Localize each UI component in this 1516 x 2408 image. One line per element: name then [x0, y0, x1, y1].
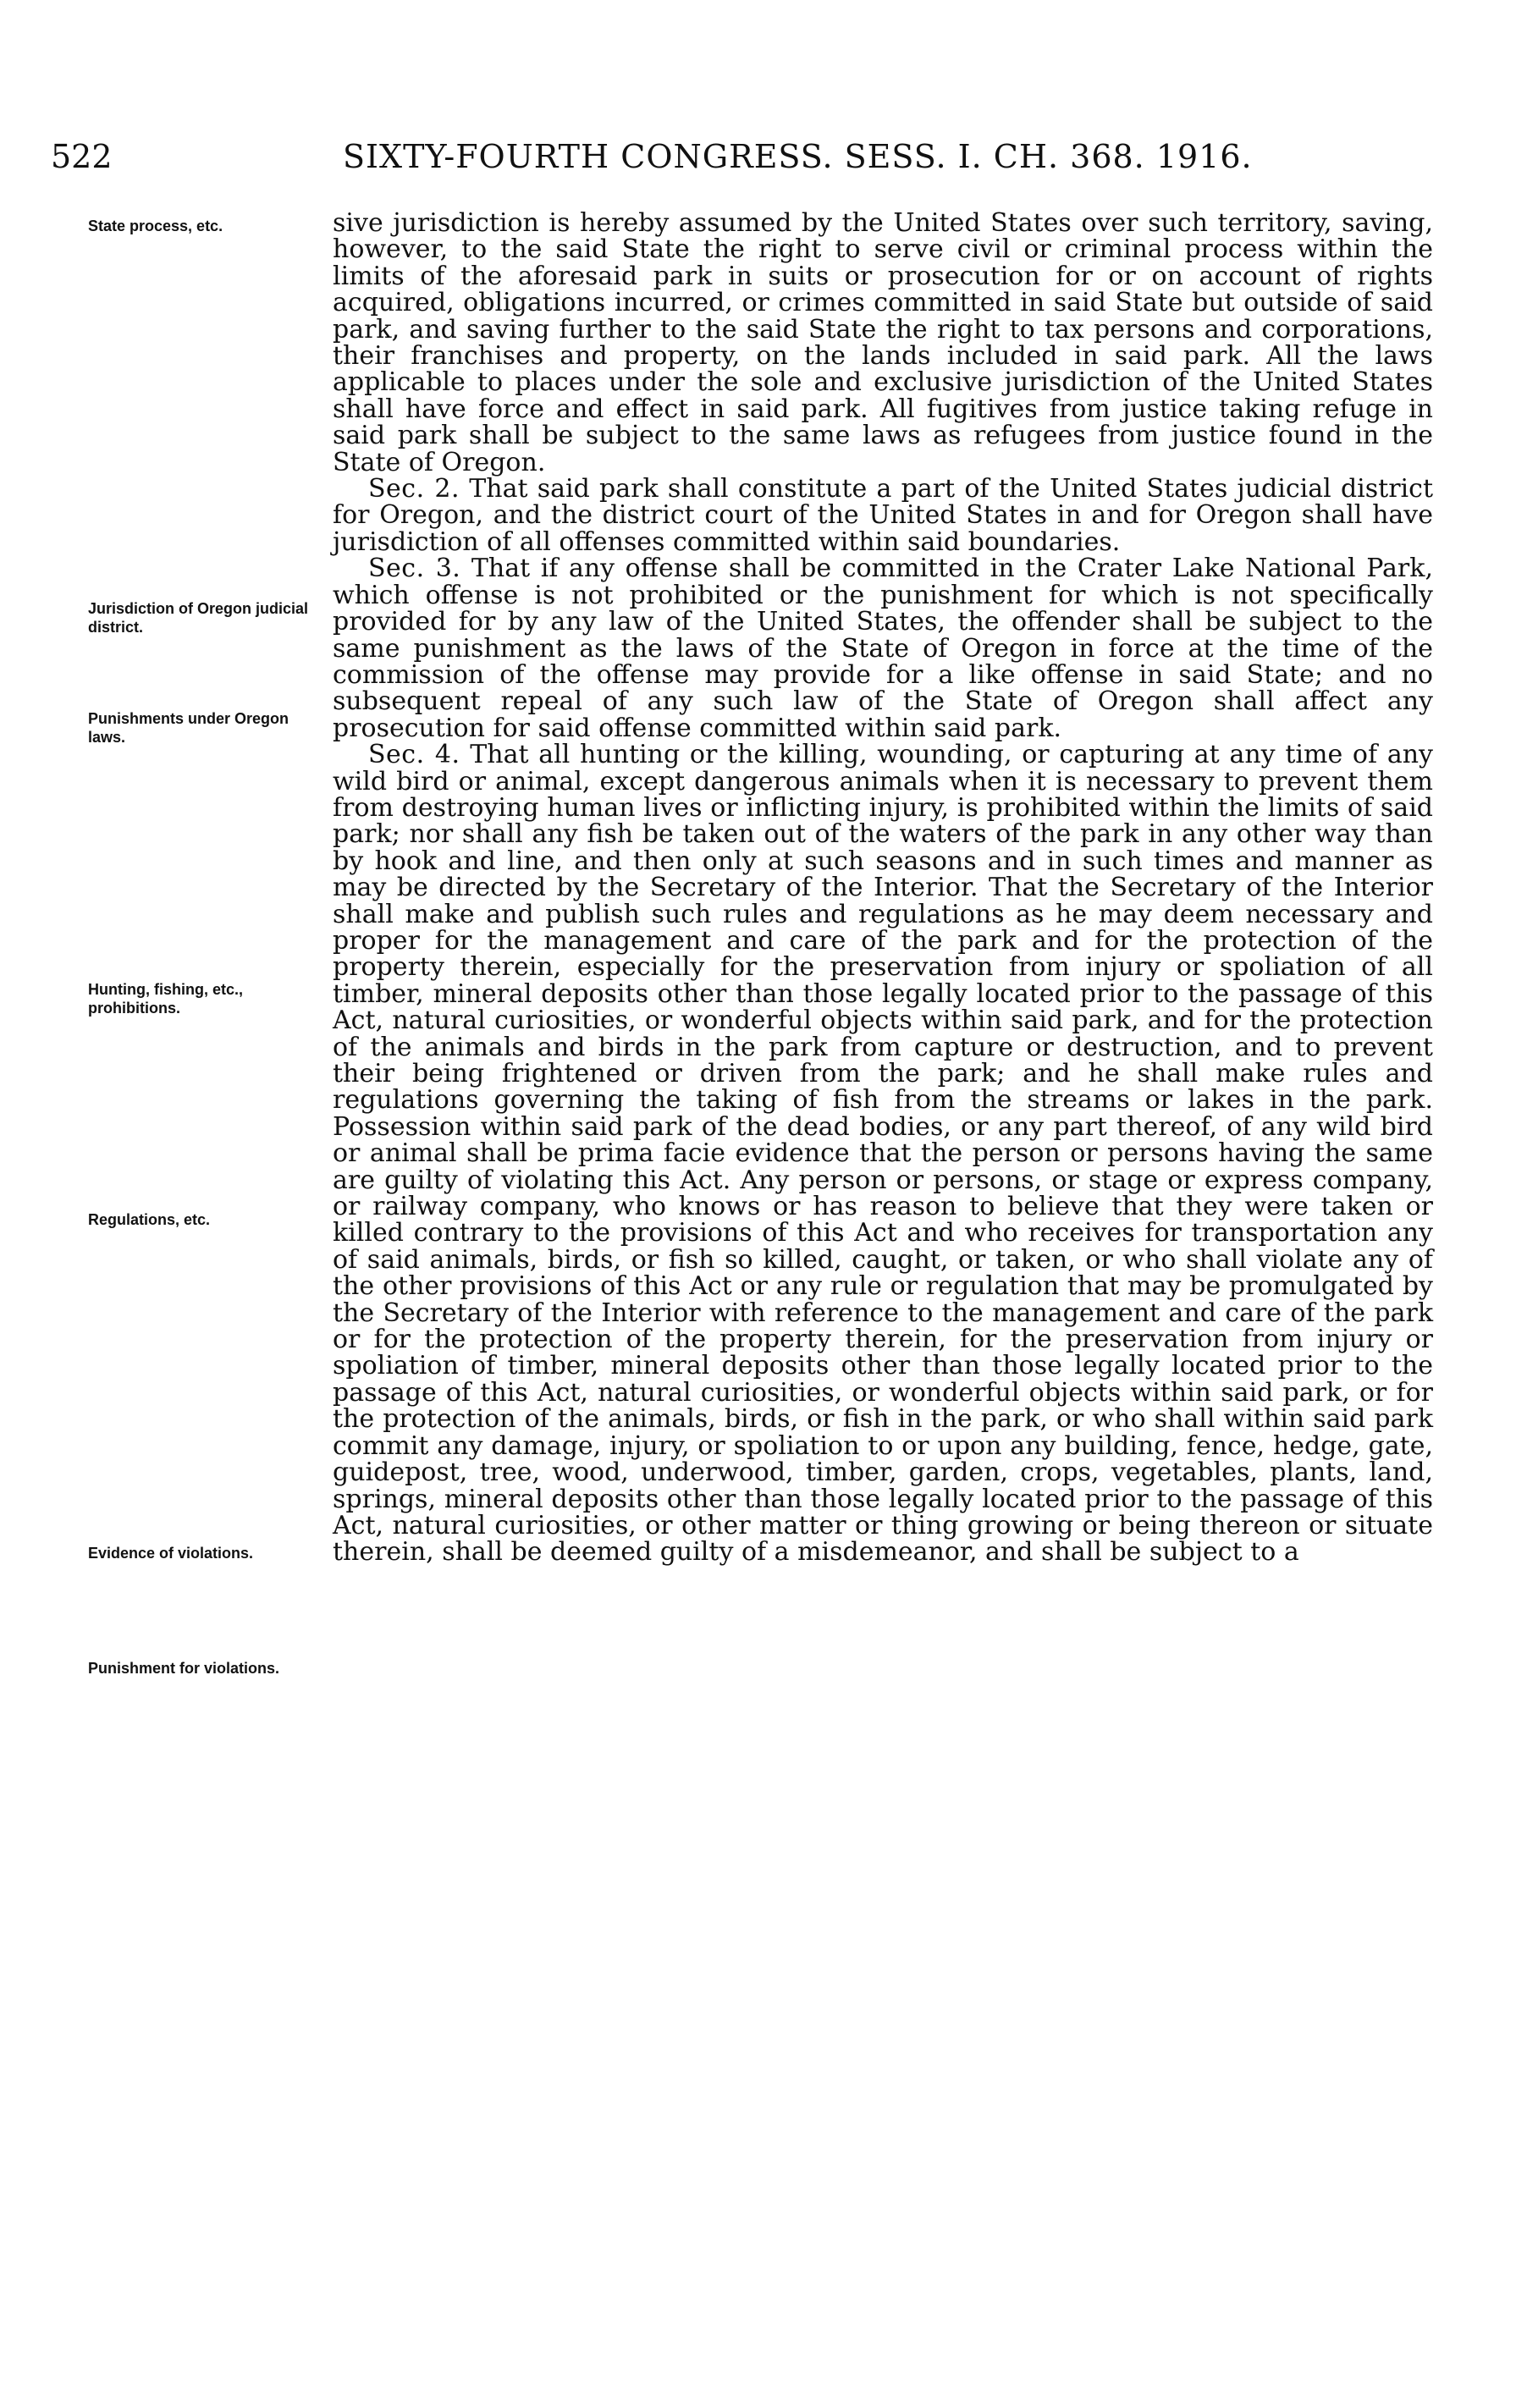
page-header	[51, 135, 1405, 178]
section-label-sec-3: Sec. 3.	[368, 554, 461, 584]
paragraph-sec-1-continued: sive jurisdiction is hereby assumed by the United States over such territory, saving, however, to the said State the right to serve civil or criminal process within the limits of the aforesaid park in suits or prosecution for or on account of rights acquired, obligations incurred, or crimes committed in said State but outside of said park, and saving further to the said State the right to tax persons and corporations, their franchises and property, on the lands included in said park. All the laws applicable to places under the sole and exclusive jurisdiction of the United States shall have force and effect in said park. All fugitives from justice taking refuge in said park shall be subject to the same laws as refugees from justice found in the State of Oregon.	[333, 208, 1433, 477]
margin-note-punishment-for-violations: Punishment for violations.	[88, 1660, 280, 1677]
margin-note-punishments-under-oregon-laws: Punishments under Oregon laws.	[88, 710, 289, 746]
section-text-sec-3: That if any offense shall be committed in the Crater Lake National Park, which offense is not prohibited or the punishment for which is not specifically provided for by any law of the United States, the offender shall be subject to the same punishment as the laws of the State of Oregon in force at the time of the commission of the offense may provide for a like offense in said State; and no subsequent repeal of any such law of the State of Oregon shall affect any prosecution for said offense committed within said park.	[333, 554, 1433, 743]
paragraph-sec-2	[333, 476, 1433, 555]
section-label-sec-2: Sec. 2.	[368, 474, 460, 504]
section-label-sec-4: Sec. 4.	[368, 740, 460, 770]
margin-note-evidence: Evidence of violations.	[88, 1545, 254, 1562]
main-text-column	[333, 210, 1433, 1566]
paragraph-sec-4	[333, 741, 1433, 1566]
margin-note-state-process: State process, etc.	[88, 218, 223, 234]
margin-note-jurisdiction: Jurisdiction of Oregon judicial district.	[88, 600, 309, 636]
section-text-sec-4: That all hunting or the killing, wounding, or capturing at any time of any wild bird or animal, except dangerous animals when it is necessary to prevent them from destroying human lives or inflicting injury, is prohibited within the limits of said park; nor shall any fish be taken out of the waters of the park in any other way than by hook and line, and then only at such seasons and in such times and manner as may be directed by the Secretary of the Interior. That the Secretary of the Interior shall make and publish such rules and regulations as he may deem necessary and proper for the management and care of the park and for the protection of the property therein, especially for the preservation from injury or spoliation of all timber, mineral deposits other than those legally located prior to the passage of this Act, natural curiosities, or wonderful objects within said park, and for the protection of the animals and birds in the park from capture or destruction, and to prevent their being frightened or driven from the park; and he shall make rules and regulations governing the taking of fish from the streams or lakes in the park. Possession within said park of the dead bodies, or any part thereof, of any wild bird or animal shall be prima facie evidence that the person or persons having the same are guilty of violating this Act. Any person or persons, or stage or express company, or railway company, who knows or has reason to believe that they were taken or killed contrary to the provisions of this Act and who receives for transportation any of said animals, birds, or fish so killed, caught, or taken, or who shall violate any of the other provisions of this Act or any rule or regulation that may be promulgated by the Secretary of the Interior with reference to the management and care of the park or for the protection of the property therein, for the preservation from injury or spoliation of timber, mineral deposits other than those legally located prior to the passage of this Act, natural curiosities, or wonderful objects within said park, or for the protection of the animals, birds, or fish in the park, or who shall within said park commit any damage, injury, or spoliation to or upon any building, fence, hedge, gate, guidepost, tree, wood, underwood, timber, garden, crops, vegetables, plants, land, springs, mineral deposits other than those legally located prior to the passage of this Act, natural curiosities, or other matter or thing growing or being thereon or situate therein, shall be deemed guilty of a misdemeanor, and shall be subject to a	[333, 740, 1433, 1568]
section-text-sec-2: That said park shall constitute a part of the United States judicial district for Oregon, and the district court of the United States in and for Oregon shall have jurisdiction of all offenses committed within said boundaries.	[333, 474, 1433, 557]
margin-note-hunting-fishing: Hunting, fishing, etc., prohibitions.	[88, 981, 243, 1017]
page-number: 522	[51, 138, 113, 175]
margin-note-regulations: Regulations, etc.	[88, 1211, 211, 1228]
paragraph-sec-3	[333, 555, 1433, 741]
running-head: SIXTY-FOURTH CONGRESS. SESS. I. CH. 368. 1916.	[343, 138, 1253, 175]
